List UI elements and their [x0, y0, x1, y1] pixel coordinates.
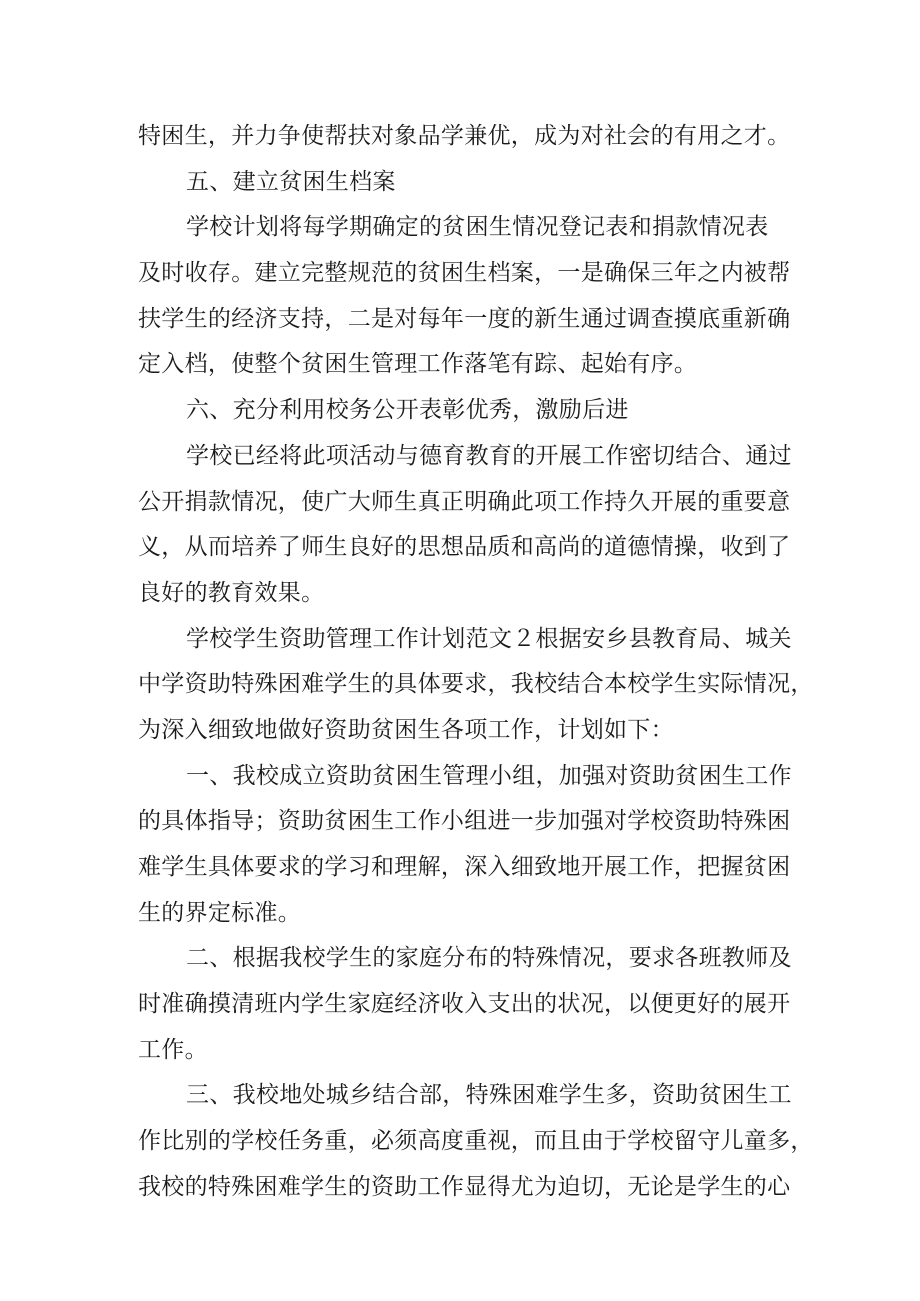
- text-line: 学校计划将每学期确定的贫困生情况登记表和捐款情况表: [186, 214, 769, 241]
- paragraph-p2: [138, 160, 798, 206]
- text-line: 三、我校地处城乡结合部，特殊困难学生多，资助贫困生工: [186, 1082, 792, 1109]
- text-line: 为深入细致地做好资助贫困生各项工作，计划如下：: [138, 716, 674, 743]
- text-line: 难学生具体要求的学习和理解，深入细致地开展工作，把握贫困: [138, 854, 791, 880]
- paragraph-p3: [138, 205, 798, 388]
- text-line: 作比别的学校任务重，必须高度重视，而且由于学校留守儿童多，: [138, 1128, 814, 1155]
- text-line: 扶学生的经济支持，二是对每年一度的新生通过调查摸底重新确: [138, 305, 791, 332]
- text-line: 学校学生资助管理工作计划范文２根据安乡县教育局、城关: [186, 625, 792, 652]
- paragraph-p7: [138, 754, 798, 937]
- text-line: 特困生，并力争使帮扶对象品学兼优，成为对社会的有用之才。: [138, 123, 791, 149]
- paragraph-p6: [138, 617, 814, 754]
- text-line: 学校已经将此项活动与德育教育的开展工作密切结合、通过: [186, 442, 792, 469]
- text-line: 定入档，使整个贫困生管理工作落笔有踪、起始有序。: [138, 351, 698, 378]
- text-line: 五、建立贫困生档案: [186, 168, 396, 195]
- text-line: 二、根据我校学生的家庭分布的特殊情况，要求各班教师及: [186, 945, 792, 972]
- text-line: 良好的教育效果。: [138, 579, 325, 606]
- text-line: 中学资助特殊困难学生的具体要求，我校结合本校学生实际情况，: [138, 671, 814, 698]
- text-line: 六、充分利用校务公开表彰优秀，激励后进: [186, 397, 629, 424]
- paragraph-p1: [138, 114, 798, 160]
- paragraph-p9: [138, 1073, 814, 1210]
- text-line: 公开捐款情况，使广大师生真正明确此项工作持久开展的重要意: [138, 488, 791, 515]
- paragraph-p8: [138, 936, 798, 1073]
- paragraph-p5: [138, 434, 798, 617]
- text-line: 一、我校成立资助贫困生管理小组，加强对资助贫困生工作: [186, 762, 792, 789]
- text-line: 生的界定标准。: [138, 899, 302, 926]
- text-line: 我校的特殊困难学生的资助工作显得尤为迫切，无论是学生的心: [138, 1173, 791, 1200]
- text-line: 及时收存。建立完整规范的贫困生档案，一是确保三年之内被帮: [138, 260, 791, 287]
- paragraph-p4: [138, 388, 798, 434]
- text-line: 义，从而培养了师生良好的思想品质和高尚的道德情操，收到了: [138, 534, 791, 561]
- document-body: [138, 114, 814, 1211]
- text-line: 时准确摸清班内学生家庭经济收入支出的状况，以便更好的展开: [138, 991, 791, 1018]
- text-line: 的具体指导；资助贫困生工作小组进一步加强对学校资助特殊困: [138, 808, 791, 835]
- text-line: 工作。: [138, 1036, 208, 1063]
